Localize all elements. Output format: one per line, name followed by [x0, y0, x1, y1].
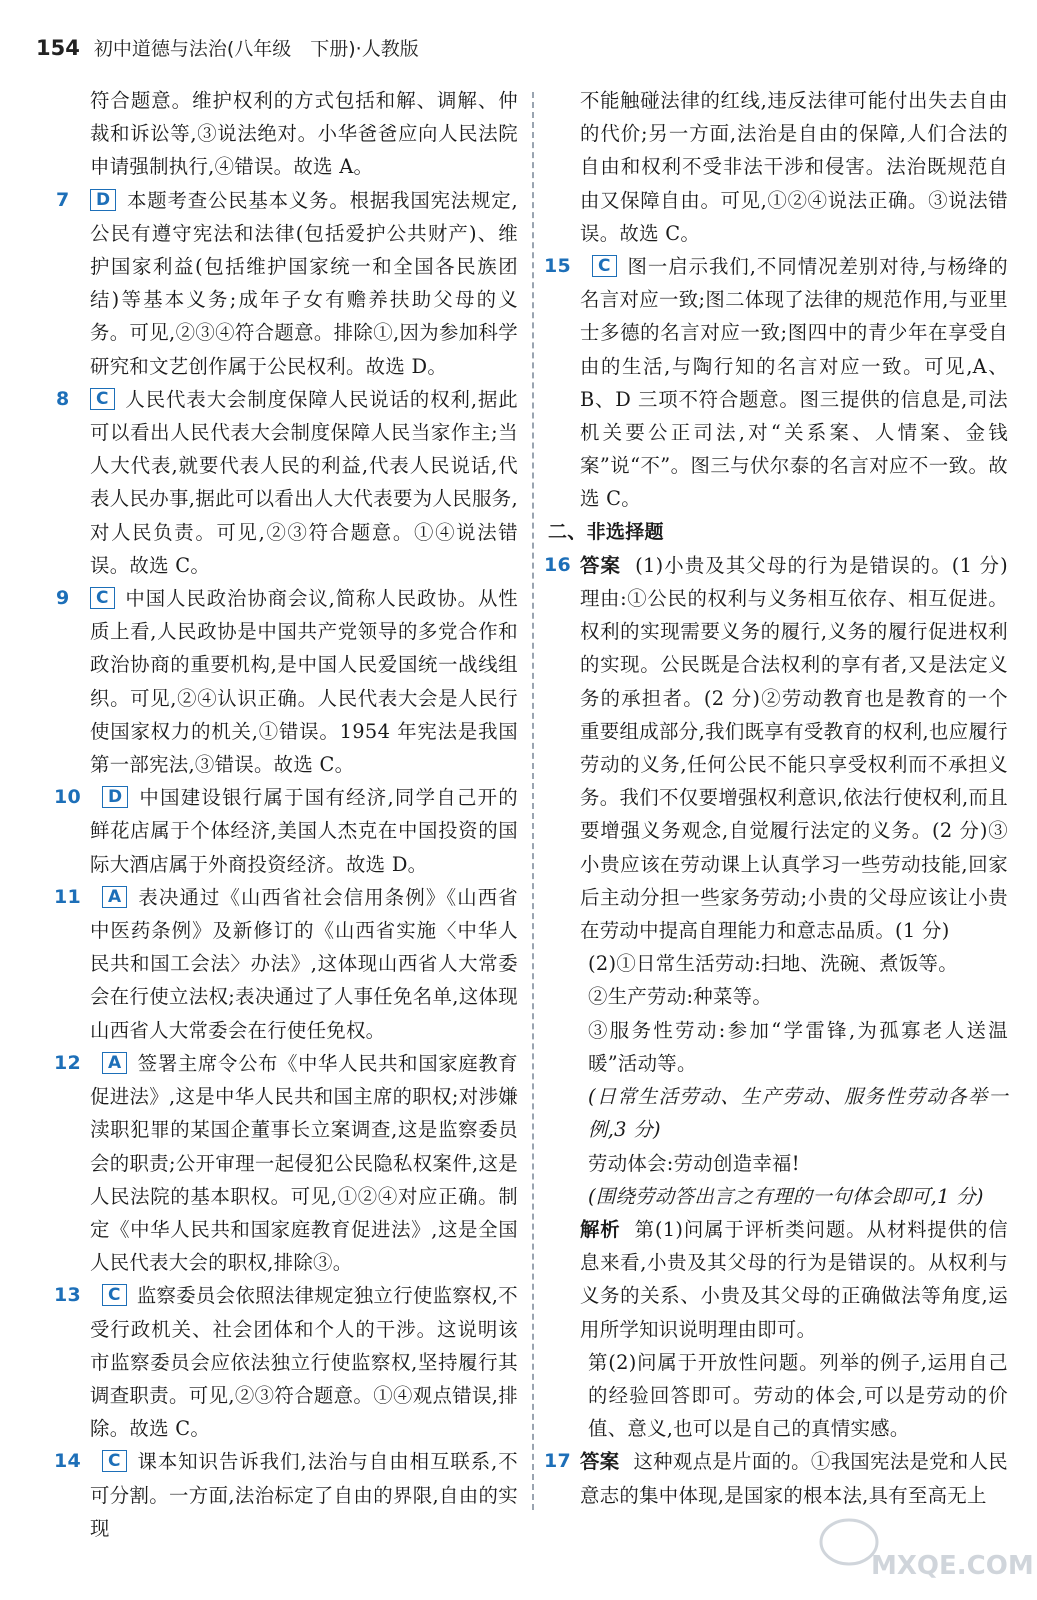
answer-box: A: [102, 1052, 127, 1074]
section-heading: 二、非选择题: [548, 520, 664, 543]
question-number: 12: [54, 1051, 82, 1074]
book-title: 初中道德与法治(八年级 下册)·人教版: [93, 38, 419, 60]
answer-label: 答案: [580, 1450, 620, 1474]
question-number: 16: [544, 553, 572, 576]
scoring-note-1: (日常生活劳动、生产劳动、服务性劳动各举一例,3 分): [588, 1085, 1008, 1142]
question-number: 7: [56, 188, 70, 211]
answer-part-2-item-2: ②生产劳动:种菜等。: [588, 985, 773, 1009]
question-number: 10: [54, 786, 82, 809]
scoring-note-2: (围绕劳动答出言之有理的一句体会即可,1 分): [588, 1184, 984, 1208]
question-16: 16 答案 (1)小贵及其父母的行为是错误的。(1 分)理由:①公民的权利与义务相互依存、相互促进。权利的实现需要义务的履行,义务的履行促进权利的实现。公民既是合法权利的享有者,又是法定义务的承担者。(2 分)②劳动教育也是教育的一个重要组成部分,我们既享有受教育的权利,也应履行劳动的义务,任何公民不能只享受权利而不承担义务。我们不仅要增强权利意识,依法行使权利,而且要增强义务观念,自觉履行法定的义务。(2 分)③小贵应该在劳动课上认真学习一些劳动技能,回家后主动分担一些家务劳动;小贵的父母应该让小贵在劳动中提高自理能力和意志品质。(1 分): [548, 549, 1008, 947]
answer-part-2-item-1: (2)①日常生活劳动:扫地、洗碗、煮饭等。: [588, 952, 958, 976]
column-divider: [532, 92, 534, 1510]
analysis-1: 解析 第(1)问属于评析类问题。从材料提供的信息来看,小贵及其父母的行为是错误的。从权利与义务的关系、小贵及其父母的正确做法等角度,运用所学知识说明理由即可。: [580, 1217, 1008, 1341]
question-6-continuation: 符合题意。维护权利的方式包括和解、调解、仲裁和诉讼等,③说法绝对。小华爸爸应向人民法院申请强制执行,④错误。故选 A。: [90, 89, 518, 179]
question-14-continuation: 不能触碰法律的红线,违反法律可能付出失去自由的代价;另一方面,法治是自由的保障,人们合法的自由和权利不受非法干涉和侵害。法治既规范自由又保障自由。可见,①②④说法正确。③说法错误。故选 C。: [580, 89, 1008, 245]
analysis-2: 第(2)问属于开放性问题。列举的例子,运用自己的经验回答即可。劳动的体会,可以是劳动的价值、意义,也可以是自己的真情实感。: [588, 1350, 1008, 1441]
question-10: 10 D 中国建设银行属于国有经济,同学自己开的鲜花店属于个体经济,美国人杰克在中国投资的国际大酒店属于外商投资经济。故选 D。: [58, 781, 518, 881]
answer-part-3: 劳动体会:劳动创造幸福!: [588, 1151, 800, 1175]
answer-box: A: [102, 886, 127, 908]
answer-box: C: [592, 255, 617, 277]
question-13: 13 C 监察委员会依照法律规定独立行使监察权,不受行政机关、社会团体和个人的干涉。这说明该市监察委员会应依法独立行使监察权,坚持履行其调查职责。可见,②③符合题意。①④观点错误,排除。故选 C。: [58, 1279, 518, 1445]
question-9: 9 C 中国人民政治协商会议,简称人民政协。从性质上看,人民政协是中国共产党领导的多党合作和政治协商的重要机构,是中国人民爱国统一战线组织。可见,②④认识正确。人民代表大会是人民行使国家权力的机关,①错误。1954 年宪法是我国第一部宪法,③错误。故选 C。: [58, 582, 518, 781]
question-15: 15 C 图一启示我们,不同情况差别对待,与杨绛的名言对应一致;图二体现了法律的规范作用,与亚里士多德的名言对应一致;图四中的青少年在享受自由的生活,与陶行知的名言对应一致。可见,A、B、D 三项不符合题意。图三提供的信息是,司法机关要公正司法,对“关系案、人情案、金钱案”说“不”。图三与伏尔泰的名言对应不一致。故选 C。: [548, 250, 1008, 516]
watermark-logo: [809, 1512, 1034, 1582]
watermark-text: MXQE.COM: [871, 1551, 1034, 1581]
question-8: 8 C 人民代表大会制度保障人民说话的权利,据此可以看出人民代表大会制度保障人民当家作主;当人大代表,就要代表人民的利益,代表人民说话,代表人民办事,据此可以看出人大代表要为人民服务,对人民负责。可见,②③符合题意。①④说法错误。故选 C。: [58, 383, 518, 582]
left-column: [54, 84, 518, 1580]
answer-box: D: [90, 189, 116, 211]
answer-box: D: [102, 786, 128, 808]
answer-box: C: [90, 388, 115, 410]
analysis-label: 解析: [580, 1217, 621, 1241]
question-number: 15: [544, 255, 572, 278]
question-number: 13: [54, 1284, 82, 1307]
page-number: 154: [36, 36, 80, 60]
question-11: 11 A 表决通过《山西省社会信用条例》《山西省中医药条例》及新修订的《山西省实施〈中华人民共和国工会法〉办法》,这体现山西省人大常委会在行使立法权;表决通过了人事任免名单,这体现山西省人大常委会在行使任免权。: [58, 881, 518, 1047]
question-14: 14 C 课本知识告诉我们,法治与自由相互联系,不可分割。一方面,法治标定了自由的界限,自由的实现: [58, 1445, 518, 1545]
question-number: 17: [544, 1450, 572, 1473]
question-number: 11: [54, 885, 82, 908]
question-7: 7 D 本题考查公民基本义务。根据我国宪法规定,公民有遵守宪法和法律(包括爱护公共财产)、维护国家利益(包括维护国家统一和全国各民族团结)等基本义务;成年子女有赡养扶助父母的义务。可见,②③④符合题意。排除①,因为参加科学研究和文艺创作属于公民权利。故选 D。: [58, 184, 518, 383]
answer-label: 答案: [580, 553, 622, 577]
answer-box: C: [102, 1450, 127, 1472]
answer-box: C: [90, 587, 115, 609]
question-12: 12 A 签署主席令公布《中华人民共和国家庭教育促进法》,这是中华人民共和国主席的职权;对涉嫌渎职犯罪的某国企董事长立案调查,这是监察委员会的职责;公开审理一起侵犯公民隐私权案件,这是人民法院的基本职权。可见,①②④对应正确。制定《中华人民共和国家庭教育促进法》,这是全国人民代表大会的职权,排除③。: [58, 1047, 518, 1279]
question-number: 14: [54, 1450, 82, 1473]
question-number: 9: [56, 587, 70, 610]
page-header: [36, 34, 419, 68]
right-column: [544, 84, 1008, 1580]
question-17: 17 答案 这种观点是片面的。①我国宪法是党和人民意志的集中体现,是国家的根本法,具有至高无上: [548, 1445, 1008, 1511]
answer-box: C: [102, 1284, 127, 1306]
question-number: 8: [56, 387, 70, 410]
answer-part-2-item-3: ③服务性劳动:参加“学雷锋,为孤寡老人送温暖”活动等。: [588, 1018, 1008, 1075]
